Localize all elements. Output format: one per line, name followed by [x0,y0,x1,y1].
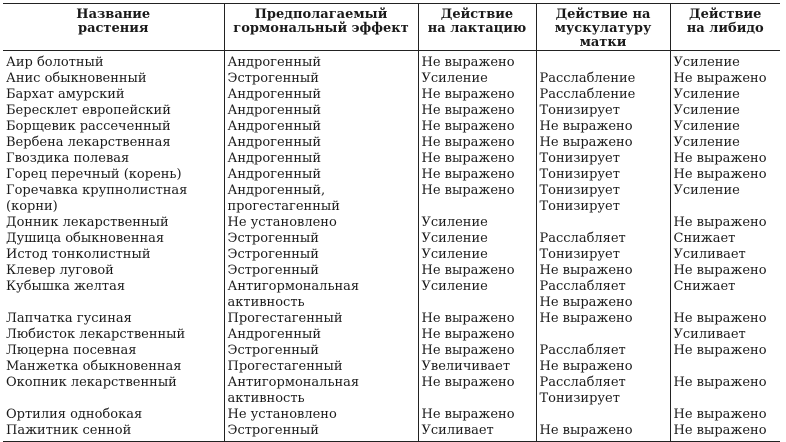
cell-uterus: Расслабление [536,71,670,87]
cell-uterus: Расслабляет [536,231,670,247]
cell-libido: Усиление [670,87,780,103]
table-body [3,51,780,442]
cell-hormonal-effect: Эстрогенный [224,263,418,279]
cell-libido: Не выражено [670,375,780,407]
cell-hormonal-effect: Андрогенный [224,135,418,151]
cell-lactation: Усиление [418,215,536,231]
cell-uterus: Тонизирует Тонизирует [536,183,670,215]
table-row [3,151,780,167]
cell-libido [670,359,780,375]
cell-lactation: Усиление [418,231,536,247]
cell-lactation: Не выражено [418,167,536,183]
cell-hormonal-effect: Эстрогенный [224,343,418,359]
cell-hormonal-effect: Андрогенный [224,327,418,343]
cell-libido: Усиление [670,119,780,135]
header-hormonal-effect: Предполагаемый гормональный эффект [224,4,418,51]
cell-hormonal-effect: Андрогенный [224,119,418,135]
table-row [3,119,780,135]
cell-libido: Не выражено [670,423,780,442]
cell-uterus [536,51,670,72]
cell-lactation: Усиление [418,71,536,87]
cell-uterus [536,327,670,343]
table-row [3,279,780,311]
cell-libido: Снижает [670,279,780,311]
table-row [3,343,780,359]
cell-uterus: Расслабляет Тонизирует [536,375,670,407]
cell-lactation: Увеличивает [418,359,536,375]
table-row [3,423,780,442]
cell-libido: Не выражено [670,71,780,87]
header-lactation-effect: Действие на лактацию [418,4,536,51]
cell-uterus: Расслабление [536,87,670,103]
herbs-hormonal-effects-table [3,3,780,442]
cell-libido: Не выражено [670,167,780,183]
table-row [3,103,780,119]
cell-libido: Усиливает [670,327,780,343]
cell-lactation: Не выражено [418,343,536,359]
cell-uterus [536,407,670,423]
cell-hormonal-effect: Не установлено [224,407,418,423]
cell-hormonal-effect: Андрогенный [224,167,418,183]
cell-lactation: Не выражено [418,327,536,343]
table-row [3,375,780,407]
cell-plant-name: Окопник лекарственный [6,375,177,390]
cell-libido: Не выражено [670,407,780,423]
table-header [3,4,780,51]
cell-lactation: Не выражено [418,119,536,135]
table-row [3,167,780,183]
cell-lactation: Усиление [418,247,536,263]
cell-plant-name: Аир болотный [6,55,104,70]
cell-uterus: Тонизирует [536,103,670,119]
cell-plant-name: Гвоздика полевая [6,151,130,166]
cell-hormonal-effect: Прогестагенный [224,359,418,375]
cell-hormonal-effect: Эстрогенный [224,247,418,263]
cell-plant-name: Анис обыкновенный [6,71,147,86]
table-row [3,263,780,279]
cell-lactation: Не выражено [418,375,536,407]
cell-uterus: Расслабляет Не выражено [536,279,670,311]
cell-hormonal-effect: Андрогенный [224,51,418,72]
cell-plant-name: Люцерна посевная [6,343,137,358]
cell-uterus: Расслабляет [536,343,670,359]
cell-lactation: Не выражено [418,183,536,215]
cell-uterus: Тонизирует [536,167,670,183]
cell-libido: Усиливает [670,247,780,263]
cell-plant-name: Лапчатка гусиная [6,311,132,326]
cell-uterus: Тонизирует [536,247,670,263]
cell-uterus: Не выражено [536,263,670,279]
table-row [3,51,780,72]
table-row [3,215,780,231]
cell-plant-name: Борщевик рассеченный [6,119,171,134]
cell-plant-name: Кубышка желтая [6,279,126,294]
cell-plant-name: Пажитник сенной [3,423,224,442]
cell-libido: Не выражено [670,151,780,167]
cell-hormonal-effect: Андрогенный, прогестагенный [224,183,418,215]
table-row [3,311,780,327]
cell-plant-name: Ортилия однобокая [6,407,143,422]
cell-libido: Не выражено [670,215,780,231]
cell-plant-name: Донник лекарственный [6,215,169,230]
cell-plant-name: Манжетка обыкновенная [6,359,182,374]
cell-lactation: Не выражено [418,263,536,279]
cell-uterus: Не выражено [536,311,670,327]
table-row [3,247,780,263]
cell-libido: Усиление [670,103,780,119]
cell-libido: Не выражено [670,263,780,279]
cell-hormonal-effect: Андрогенный [224,87,418,103]
cell-uterus: Не выражено [536,135,670,151]
table-row [3,135,780,151]
cell-lactation: Не выражено [418,103,536,119]
table-row [3,183,780,215]
cell-lactation: Усиление [418,279,536,311]
cell-libido: Усиление [670,51,780,72]
table-row [3,359,780,375]
cell-hormonal-effect: Эстрогенный [224,423,418,442]
cell-libido: Усиление [670,135,780,151]
cell-uterus: Не выражено [536,359,670,375]
cell-hormonal-effect: Не установлено [224,215,418,231]
cell-uterus: Тонизирует [536,151,670,167]
cell-plant-name: Любисток лекарственный [6,327,186,342]
cell-libido: Усиление [670,183,780,215]
cell-libido: Снижает [670,231,780,247]
cell-uterus [536,215,670,231]
table-row [3,407,780,423]
cell-lactation: Не выражено [418,407,536,423]
cell-hormonal-effect: Антигормональная активность [224,375,418,407]
cell-hormonal-effect: Эстрогенный [224,231,418,247]
cell-libido: Не выражено [670,343,780,359]
cell-lactation: Не выражено [418,151,536,167]
cell-lactation: Усиливает [418,423,536,442]
cell-hormonal-effect: Прогестагенный [224,311,418,327]
table-row [3,87,780,103]
table-row [3,327,780,343]
cell-uterus: Не выражено [536,119,670,135]
cell-libido: Не выражено [670,311,780,327]
cell-plant-name: Бересклет европейский [6,103,171,118]
cell-hormonal-effect: Андрогенный [224,151,418,167]
cell-lactation: Не выражено [418,87,536,103]
cell-plant-name: Клевер луговой [6,263,114,278]
cell-hormonal-effect: Андрогенный [224,103,418,119]
header-uterus-effect: Действие на мускулатуру матки [536,4,670,51]
cell-hormonal-effect: Эстрогенный [224,71,418,87]
cell-lactation: Не выражено [418,135,536,151]
cell-plant-name: Душица обыкновенная [6,231,165,246]
table-row [3,231,780,247]
header-libido-effect: Действие на либидо [670,4,780,51]
cell-plant-name: Горец перечный (корень) [6,167,182,182]
cell-hormonal-effect: Антигормональная активность [224,279,418,311]
cell-plant-name: Истод тонколистный [6,247,151,262]
cell-lactation: Не выражено [418,51,536,72]
cell-uterus: Не выражено [536,423,670,442]
cell-plant-name: Бархат амурский [6,87,125,102]
header-row [3,4,780,51]
table-row [3,71,780,87]
cell-lactation: Не выражено [418,311,536,327]
cell-plant-name: Вербена лекарственная [6,135,171,150]
header-plant-name: Название растения [3,4,224,51]
cell-plant-name: Горечавка крупнолистная (корни) [6,183,188,214]
